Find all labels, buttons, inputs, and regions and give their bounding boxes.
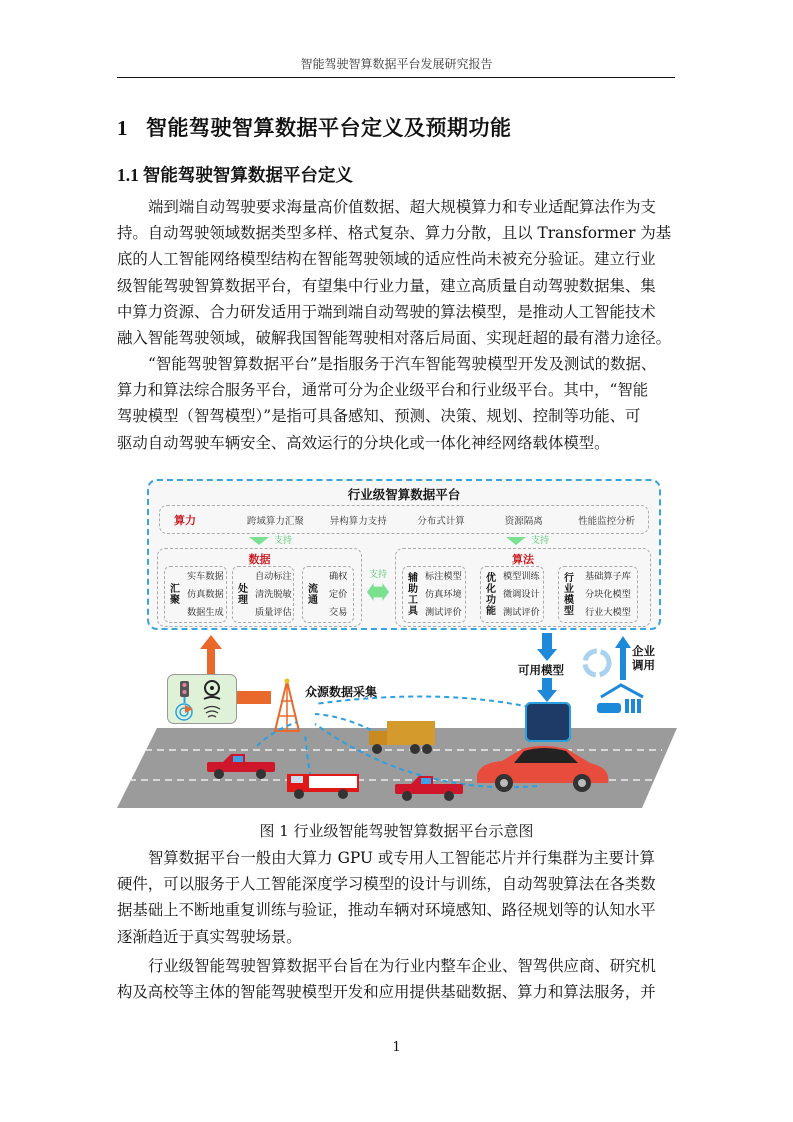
compute-item: 跨域算力汇聚 — [246, 515, 304, 527]
paragraph-3 — [117, 845, 678, 950]
subgroup-item: 交易 — [329, 607, 348, 619]
garage-icon — [595, 683, 645, 715]
subgroup-label: 汇聚 — [170, 583, 180, 606]
electric-sedan-icon — [472, 741, 612, 793]
compute-item: 性能监控分析 — [578, 515, 636, 527]
data-subgroup-collect — [164, 566, 227, 623]
algorithm-group-title: 算法 — [512, 553, 534, 566]
pickup-truck-icon — [205, 752, 277, 780]
subgroup-item: 微调设计 — [503, 588, 540, 600]
algorithm-subgroup-industry-models — [558, 566, 638, 623]
subgroup-item: 质量评估 — [255, 607, 292, 619]
text-line: 构及高校等主体的智能驾驶模型开发和应用提供基础数据、算力和算法服务，并 — [117, 983, 656, 1002]
text-line: 级智能驾驶智算数据平台，有望集中行业力量，建立高质量自动驾驶数据集、集 — [117, 276, 656, 295]
bidirectional-support — [367, 567, 389, 601]
cargo-truck-icon — [367, 719, 437, 755]
text-line: 逐渐趋近于真实驾驶场景。 — [117, 927, 302, 946]
subgroup-item: 数据生成 — [187, 607, 224, 619]
paragraph-1 — [117, 194, 678, 351]
support-label: 支持 — [274, 536, 293, 546]
algorithm-subgroup-optimize — [480, 566, 544, 623]
down-arrow-blue-icon — [537, 633, 557, 661]
subgroup-item: 实车数据 — [187, 570, 224, 582]
subgroup-item: 行业大模型 — [585, 607, 631, 619]
data-group — [157, 548, 362, 627]
text-line: 据基础上不断地重复训练与验证，推动车辆对环境感知、路径规划等的认知水平 — [117, 901, 656, 920]
up-arrow-blue-icon — [615, 636, 631, 680]
fire-truck-icon — [287, 766, 359, 800]
subgroup-item: 仿真环境 — [425, 588, 462, 600]
down-arrow-blue-icon — [537, 678, 557, 702]
subgroup-label: 处理 — [238, 583, 248, 606]
subgroup-item: 标注模型 — [425, 570, 462, 582]
platform-box — [147, 479, 661, 630]
subgroup-item: 分块化模型 — [585, 588, 631, 600]
subgroup-item: 仿真数据 — [187, 588, 224, 600]
pickup-truck-icon — [393, 774, 465, 802]
text-line: 持。自动驾驶领域数据类型多样、格式复杂、算力分散，且以 Transformer 为基 — [117, 224, 672, 243]
section-title: 智能驾驶智算数据平台定义 — [142, 166, 353, 186]
subgroup-label: 行业模型 — [564, 572, 574, 617]
text-line: “智能驾驶智算数据平台”是指服务于汽车智能驾驶模型开发及测试的数据、 — [148, 355, 657, 373]
platform-diagram — [117, 476, 677, 810]
page-number: 1 — [392, 1040, 401, 1055]
text-line: 底的人工智能网络模型结构在智能驾驶领域的适应性尚未被充分验证。建立行业 — [117, 250, 656, 269]
down-arrow-icon — [249, 537, 269, 545]
text-line: 驱动自动驾驶车辆安全、高效运行的分块化或一体化神经网络载体模型。 — [117, 433, 610, 452]
text-line: 智算数据平台一般由大算力 GPU 或专用人工智能芯片并行集群为主要计算 — [148, 849, 655, 867]
support-label: 支持 — [531, 536, 550, 546]
paragraph-2 — [117, 351, 678, 456]
running-header: 智能驾驶智算数据平台发展研究报告 — [300, 57, 493, 71]
compute-row — [159, 505, 649, 534]
data-subgroup-process — [232, 566, 294, 623]
ai-chip-icon — [525, 702, 571, 742]
text-line: 硬件，可以服务于人工智能深度学习模型的设计与训练，自动驾驶算法在各类数 — [117, 875, 656, 894]
orange-up-arrow-icon — [200, 635, 222, 677]
figure-caption: 图 1 行业级智能驾驶智算数据平台示意图 — [259, 822, 534, 840]
text-line: 算力和算法综合服务平台，通常可分为企业级平台和行业级平台。其中，“智能 — [117, 381, 649, 400]
compute-item: 异构算力支持 — [329, 515, 387, 527]
paragraph-4 — [117, 953, 678, 1005]
subgroup-item: 自动标注 — [255, 570, 292, 582]
support-label: 支持 — [368, 570, 387, 580]
compute-label: 算力 — [174, 513, 196, 527]
enterprise-label-line: 企业 — [632, 644, 655, 658]
subgroup-label: 优化功能 — [486, 572, 496, 617]
subgroup-item: 定价 — [329, 588, 348, 600]
chapter-title: 智能驾驶智算数据平台定义及预期功能 — [146, 116, 512, 140]
compute-item: 分布式计算 — [417, 515, 465, 527]
section-heading — [117, 162, 353, 187]
text-line: 中算力资源、合力研发适用于端到端自动驾驶的算法模型，是推动人工智能技术 — [117, 302, 656, 321]
chapter-heading — [117, 112, 512, 142]
subgroup-item: 模型训练 — [503, 570, 540, 582]
enterprise-call-label — [632, 644, 655, 672]
subgroup-item: 基础算子库 — [585, 570, 631, 582]
subgroup-label: 辅助工具 — [408, 572, 418, 617]
algorithm-group — [395, 548, 651, 627]
available-model-label: 可用模型 — [518, 663, 564, 677]
crowdsourced-data-label: 众源数据采集 — [305, 685, 378, 699]
text-line: 驾驶模型（智驾模型）”是指可具备感知、预测、决策、规划、控制等功能、可 — [117, 407, 641, 426]
text-line: 融入智能驾驶领域，破解我国智能驾驶相对落后局面、实现赶超的最有潜力途径。 — [117, 329, 672, 348]
subgroup-item: 确权 — [329, 570, 348, 582]
header-rule — [117, 77, 675, 78]
subgroup-item: 测试评价 — [425, 607, 462, 619]
text-line: 行业级智能驾驶智算数据平台旨在为行业内整车企业、智驾供应商、研究机 — [148, 957, 656, 975]
compute-item: 资源隔离 — [504, 515, 543, 527]
data-group-title: 数据 — [248, 553, 271, 566]
support-arrow-algorithm — [506, 533, 549, 546]
enterprise-label-line: 调用 — [632, 658, 655, 672]
double-arrow-icon — [367, 583, 389, 601]
support-arrow-data — [249, 533, 292, 546]
cycle-arrows-icon — [580, 646, 614, 680]
down-arrow-icon — [506, 537, 526, 545]
algorithm-subgroup-tools — [402, 566, 466, 623]
subgroup-label: 流通 — [308, 583, 318, 606]
section-number: 1.1 — [117, 165, 139, 185]
text-line: 端到端自动驾驶要求海量高价值数据、超大规模算力和专业适配算法作为支 — [148, 198, 656, 216]
subgroup-item: 清洗脱敏 — [255, 588, 292, 600]
platform-title: 行业级智算数据平台 — [347, 487, 461, 502]
subgroup-item: 测试评价 — [503, 607, 540, 619]
data-subgroup-circulate — [302, 566, 354, 623]
chapter-number: 1 — [117, 116, 128, 140]
